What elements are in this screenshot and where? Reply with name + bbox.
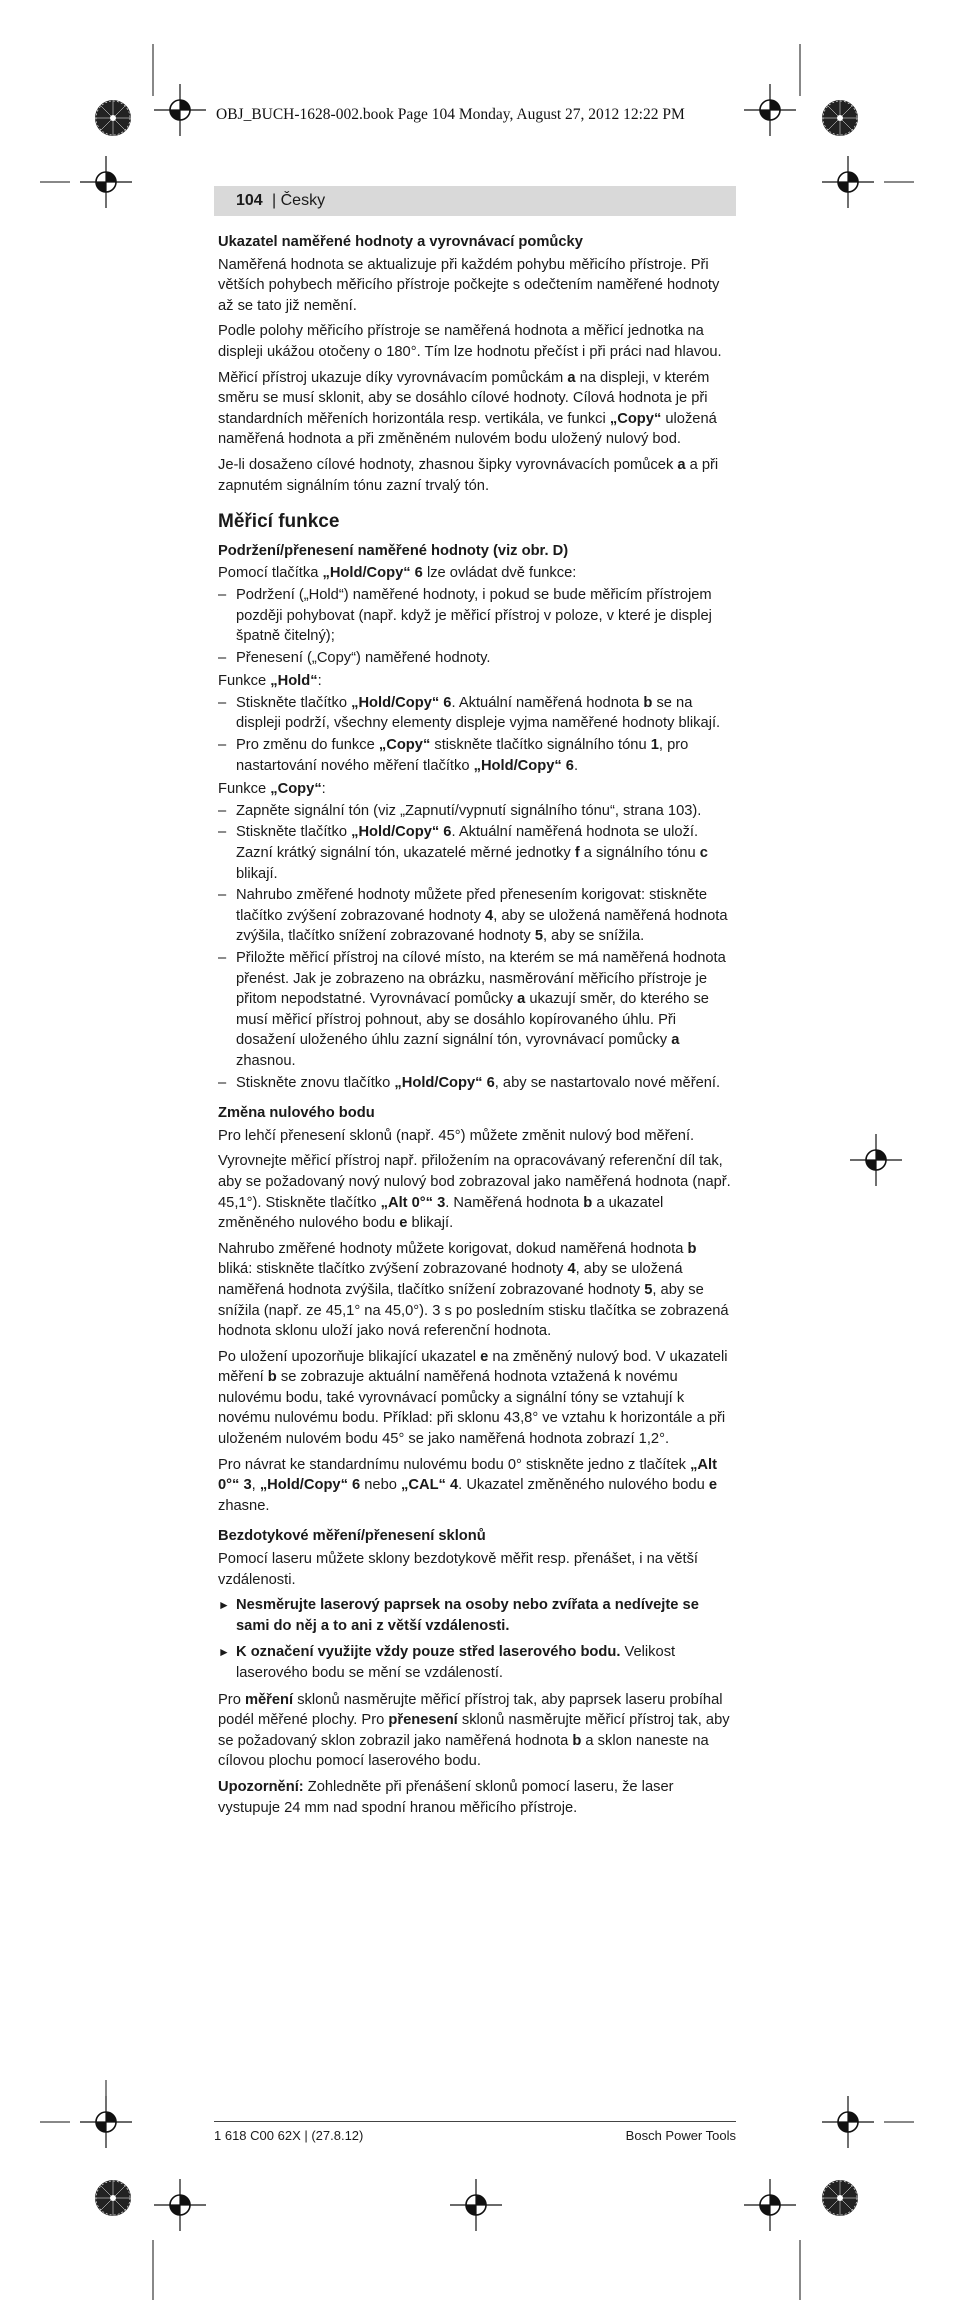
list-item: – Pro změnu do funkce „Copy“ stiskněte tlačítko signálního tónu 1, pro nastartování nového měření tlačítko „Hold/Copy“ 6.	[218, 735, 734, 776]
copy-steps-list	[218, 801, 734, 1093]
paragraph: Funkce „Copy“:	[218, 781, 326, 798]
warning-item: ► Nesměrujte laserový paprsek na osoby nebo zvířata a nedívejte se sami do něj a to ani z větší vzdálenosti.	[218, 1595, 734, 1636]
star-mark-top-right-icon	[822, 100, 858, 136]
star-mark-bottom-left-icon	[95, 2180, 131, 2216]
list-item: – Stiskněte tlačítko „Hold/Copy“ 6. Aktuální naměřená hodnota b se na displeji podrží, všechny elementy displeje vyjma naměřené hodnoty blikají.	[218, 693, 734, 734]
paragraph: Pro měření sklonů nasměrujte měřicí přístroj tak, aby paprsek laseru probíhal podél měřené plochy. Pro přenesení sklonů nasměrujte měřicí přístroj tak, aby se požadovaný sklon zobrazil jako naměřená hodnota b a sklon naneste na cílovou plochu pomocí laserového bodu.	[218, 1691, 730, 1770]
crosshair-top-right-icon	[744, 84, 796, 136]
paragraph: Pro návrat ke standardnímu nulovému bodu 0° stiskněte jedno z tlačítek „Alt 0°“ 3, „Hold/Copy“ 6 nebo „CAL“ 4. Ukazatel změněného nulového bodu e zhasne.	[218, 1456, 718, 1514]
paragraph: Nahrubo změřené hodnoty můžete korigovat, dokud naměřená hodnota b bliká: stiskněte tlačítko zvýšení zobrazované hodnoty 4, aby se uložená naměřená hodnota zvýšila, tlačítko snížení zobrazované hodnoty 5, aby se snížila (např. ze 45,1° na 45,0°). 3 s po posledním stisku tlačítka se zobrazená hodnota sklonu uloží jako nová referenční hodnota.	[218, 1240, 729, 1340]
crosshair-bottom-center-icon	[450, 2179, 502, 2231]
crosshair-right-lower-icon	[822, 2096, 874, 2148]
section-heading-measuring-functions: Měřicí funkce	[218, 511, 340, 533]
print-slug-line: OBJ_BUCH-1628-002.book Page 104 Monday, August 27, 2012 12:22 PM	[216, 106, 685, 123]
paragraph: Je-li dosaženo cílové hodnoty, zhasnou šipky vyrovnávacích pomůcek a a při zapnutém signálním tónu zazní trvalý tón.	[218, 456, 719, 494]
paragraph: Měřicí přístroj ukazuje díky vyrovnávacím pomůckám a na displeji, v kterém směru se musí sklonit, aby se dosáhlo cílové hodnoty. Cílová hodnota je při standardních měřeních horizontála resp. vertikála, ve funkci „Copy“ uložená naměřená hodnota a při změněném nulovém bodu uložený nulový bod.	[218, 369, 717, 448]
list-item: – Přenesení („Copy“) naměřené hodnoty.	[218, 648, 734, 669]
list-item: – Přiložte měřicí přístroj na cílové místo, na kterém se má naměřená hodnota přenést. Jak je zobrazeno na obrázku, nasměrování měřicího přístroje je přitom nepodstatné. Vyrovnávací pomůcky a ukazují směr, do kterého se musí měřicí přístroj pohnout, aby se dosáhlo kopírovaného úhlu. Při dosažení uloženého úhlu zazní signální tón, vyrovnávací pomůcky a zhasnou.	[218, 948, 734, 1072]
page-header	[214, 186, 736, 216]
footer-rule	[214, 2121, 736, 2122]
list-item: – Stiskněte tlačítko „Hold/Copy“ 6. Aktuální naměřená hodnota se uloží. Zazní krátký signální tón, ukazatelé měrné jednotky f a signálního tónu c blikají.	[218, 822, 734, 884]
star-mark-bottom-right-icon	[822, 2180, 858, 2216]
crosshair-bottom-left-icon	[154, 2179, 206, 2231]
paragraph: Pomocí tlačítka „Hold/Copy“ 6 lze ovládat dvě funkce:	[218, 565, 577, 582]
subsection-title-zero-point: Změna nulového bodu	[218, 1105, 375, 1122]
crosshair-left-upper-icon	[80, 156, 132, 208]
list-item: – Podržení („Hold“) naměřené hodnoty, i pokud se bude měřicím přístrojem později pohybovat (např. když je měřicí přístroj v poloze, v které je displej špatně čitelný);	[218, 585, 734, 647]
footer-brand: Bosch Power Tools	[625, 2128, 736, 2143]
list-item: – Zapněte signální tón (viz „Zapnutí/vypnutí signálního tónu“, strana 103).	[218, 801, 734, 822]
star-mark-top-left-icon	[95, 100, 131, 136]
paragraph: Pomocí laseru můžete sklony bezdotykově měřit resp. přenášet, i na větší vzdálenosti.	[218, 1551, 699, 1588]
warning-item: ► K označení využijte vždy pouze střed laserového bodu. Velikost laserového bodu se mění se vzdáleností.	[218, 1642, 734, 1683]
paragraph: Naměřená hodnota se aktualizuje při každém pohybu měřicího přístroje. Při větších pohybech měřicího přístroje počkejte s odečtením naměřené hodnoty až se tato již nemění.	[218, 256, 720, 314]
function-list	[218, 585, 734, 668]
subsection-title-contactless: Bezdotykové měření/přenesení sklonů	[218, 1528, 486, 1545]
section-title-display-indicator: Ukazatel naměřené hodnoty a vyrovnávací pomůcky	[218, 234, 583, 250]
footer-document-code: 1 618 C00 62X | (27.8.12)	[214, 2128, 364, 2143]
paragraph: Po uložení upozorňuje blikající ukazatel e na změněný nulový bod. V ukazateli měření b se zobrazuje aktuální naměřená hodnota vztažená k novému nulovému bodu, také vyrovnávací pomůcky a signální tóny se vztahují k novému nulovému bodu. Příklad: při sklonu 43,8° ve vztahu k horizontále a při uloženém nulovém bodu 45° se jako naměřená hodnota zobrazí 1,2°.	[218, 1348, 728, 1448]
crosshair-left-lower-icon	[80, 2096, 132, 2148]
crosshair-bottom-right-icon	[744, 2179, 796, 2231]
paragraph: Podle polohy měřicího přístroje se naměřená hodnota a měřicí jednotka na displeji ukážou otočeny o 180°. Tím lze hodnotu přečíst i při práci nad hlavou.	[218, 323, 722, 360]
language-label: | Česky	[272, 192, 326, 209]
crosshair-top-left-icon	[154, 84, 206, 136]
paragraph: Vyrovnejte měřicí přístroj např. přiložením na opracovávaný referenční díl tak, aby se požadovaný nový nulový bod zobrazoval jako naměřená hodnota (např. 45,1°). Stiskněte tlačítko „Alt 0°“ 3. Naměřená hodnota b a ukazatel změněného nulového bodu e blikají.	[218, 1153, 731, 1232]
list-item: – Nahrubo změřené hodnoty můžete před přenesením korigovat: stiskněte tlačítko zvýšení zobrazované hodnoty 4, aby se uložená naměřená hodnota zvýšila, tlačítko snížení zobrazované hodnoty 5, aby se snížila.	[218, 885, 734, 947]
crosshair-right-middle-icon	[850, 1134, 902, 1186]
paragraph: Pro lehčí přenesení sklonů (např. 45°) můžete změnit nulový bod měření.	[218, 1127, 695, 1144]
warning-list	[218, 1595, 734, 1683]
list-item: – Stiskněte znovu tlačítko „Hold/Copy“ 6, aby se nastartovalo nové měření.	[218, 1073, 734, 1094]
hold-steps-list	[218, 693, 734, 776]
page-content	[218, 228, 734, 1823]
note-paragraph: Upozornění: Zohledněte při přenášení sklonů pomocí laseru, že laser vystupuje 24 mm nad spodní hranou měřicího přístroje.	[218, 1778, 674, 1816]
subsection-title-hold-copy: Podržení/přenesení naměřené hodnoty (viz obr. D)	[218, 542, 569, 559]
crosshair-right-upper-icon	[822, 156, 874, 208]
page-number: 104	[236, 192, 263, 209]
paragraph: Funkce „Hold“:	[218, 673, 322, 690]
